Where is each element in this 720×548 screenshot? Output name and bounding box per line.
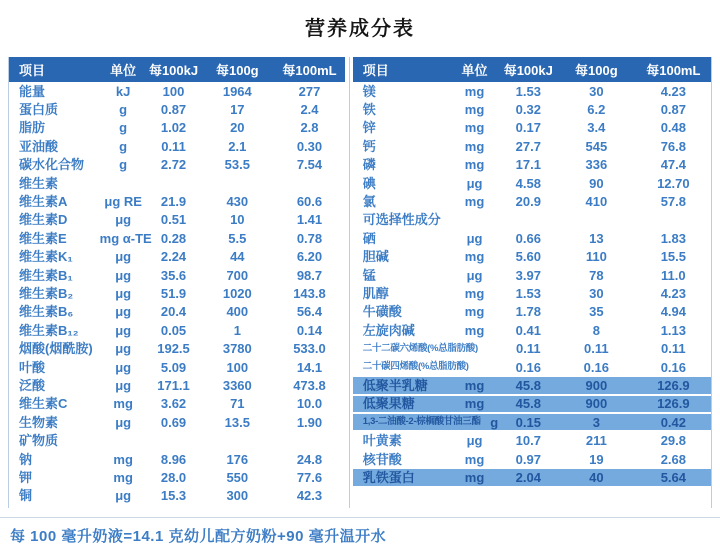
- nutrient-name: 左旋肉碱: [362, 322, 415, 338]
- nutrient-value: 10.0: [296, 396, 323, 412]
- table-row: [353, 413, 711, 431]
- nutrient-name: 维生素: [19, 175, 59, 191]
- nutrient-name: 可选择性成分: [362, 212, 441, 228]
- nutrient-value: 400: [226, 304, 249, 320]
- nutrient-value: 7.54: [296, 157, 323, 173]
- nutrient-unit: mg: [464, 396, 485, 412]
- nutrient-value: 12.70: [657, 175, 690, 191]
- table-row: [9, 468, 345, 486]
- nutrient-unit: μg: [466, 175, 483, 191]
- nutrient-value: 6.20: [296, 249, 323, 265]
- nutrient-name: 铜: [19, 488, 33, 504]
- nutrient-value: 0.11: [661, 341, 686, 357]
- nutrient-value: 430: [226, 194, 249, 210]
- nutrient-value: 3.97: [515, 267, 541, 283]
- nutrient-value: 0.41: [515, 322, 541, 338]
- nutrient-value: 1.83: [660, 230, 686, 246]
- nutrient-unit: mg: [464, 451, 485, 467]
- nutrient-value: 126.9: [657, 377, 690, 393]
- nutrient-value: 0.87: [160, 102, 187, 118]
- nutrient-name: 镁: [362, 83, 376, 99]
- nutrient-unit: g: [490, 414, 499, 430]
- nutrient-value: 2.1: [228, 138, 247, 154]
- nutrient-unit: mg: [464, 120, 485, 136]
- nutrient-value: 40: [589, 469, 604, 485]
- table-row: [353, 174, 711, 192]
- nutrient-value: 15.3: [160, 488, 187, 504]
- table-row: [353, 376, 711, 394]
- nutrient-unit: μg: [115, 341, 132, 357]
- preparation-note: 每 100 毫升奶液=14.1 克幼儿配方奶粉+90 毫升温开水: [10, 528, 387, 545]
- nutrition-table-right: [349, 57, 711, 508]
- nutrient-value: 1.41: [296, 212, 323, 228]
- nutrient-value: 0.97: [515, 451, 541, 467]
- nutrient-value: 47.4: [660, 157, 686, 173]
- nutrient-value: 0.87: [660, 102, 686, 118]
- nutrient-value: 71: [230, 396, 245, 412]
- table-row: [9, 248, 345, 266]
- nutrient-value: 126.9: [657, 396, 690, 412]
- nutrient-name: 脂肪: [19, 120, 46, 136]
- column-header: 单位: [461, 63, 488, 78]
- nutrient-value: 533.0: [293, 341, 326, 357]
- column-header: 每100mL: [646, 63, 701, 78]
- nutrient-value: 1.78: [515, 304, 541, 320]
- nutrient-value: 17: [230, 102, 245, 118]
- table-row: [353, 156, 711, 174]
- nutrient-value: 19: [589, 451, 604, 467]
- nutrient-value: 0.16: [660, 359, 686, 375]
- nutrient-value: 0.16: [515, 359, 541, 375]
- nutrient-value: 35.6: [160, 267, 187, 283]
- nutrient-name: 硒: [362, 230, 376, 246]
- column-header: 每100g: [575, 63, 618, 78]
- nutrient-value: 0.48: [660, 120, 686, 136]
- nutrient-name: 维生素B₆: [19, 304, 74, 320]
- nutrient-name: 钠: [19, 451, 33, 467]
- table-row: [353, 431, 711, 449]
- nutrient-value: 410: [585, 194, 608, 210]
- nutrient-unit: mg: [464, 102, 485, 118]
- nutrient-value: 1020: [222, 285, 252, 301]
- nutrient-value: 2.04: [515, 469, 541, 485]
- nutrient-name: 锰: [362, 267, 376, 283]
- nutrient-value: 13: [589, 230, 604, 246]
- table-divider-line: [349, 57, 350, 508]
- nutrient-name: 维生素A: [19, 194, 68, 210]
- nutrient-name: 1,3-二油酸-2-棕榈酸甘油三酯: [362, 416, 481, 428]
- table-row: [353, 468, 711, 486]
- nutrient-name: 氯: [362, 194, 376, 210]
- nutrient-name: 乳铁蛋白: [362, 469, 415, 485]
- nutrient-value: 5.60: [515, 249, 541, 265]
- nutrient-unit: μg: [115, 304, 132, 320]
- nutrient-name: 维生素B₂: [19, 285, 74, 301]
- table-row: [353, 82, 711, 100]
- nutrient-unit: g: [119, 157, 128, 173]
- nutrient-value: 77.6: [296, 469, 323, 485]
- nutrient-value: 17.1: [515, 157, 541, 173]
- table-row: [9, 137, 345, 155]
- table-row: [353, 284, 711, 302]
- column-header: 项目: [362, 63, 389, 78]
- nutrient-value: 53.5: [224, 157, 250, 173]
- table-row: [353, 303, 711, 321]
- column-header: 每100kJ: [503, 63, 553, 78]
- nutrient-value: 60.6: [296, 194, 323, 210]
- column-header: 单位: [110, 63, 137, 78]
- nutrient-value: 0.11: [584, 341, 609, 357]
- nutrition-table-left: [9, 57, 349, 508]
- nutrient-name: 维生素E: [19, 230, 67, 246]
- nutrient-unit: μg: [115, 414, 132, 430]
- nutrient-name: 维生素D: [19, 212, 68, 228]
- nutrient-value: 78: [589, 267, 604, 283]
- nutrient-value: 76.8: [660, 138, 686, 154]
- nutrient-value: 14.1: [296, 359, 323, 375]
- nutrient-value: 100: [226, 359, 249, 375]
- nutrient-value: 100: [162, 83, 185, 99]
- nutrient-value: 27.7: [515, 138, 541, 154]
- nutrient-value: 900: [585, 396, 608, 412]
- nutrient-value: 0.15: [515, 414, 541, 430]
- nutrient-value: 20.4: [160, 304, 187, 320]
- nutrient-unit: mg: [464, 194, 485, 210]
- nutrient-name: 胆碱: [362, 249, 389, 265]
- nutrient-value: 2.8: [300, 120, 319, 136]
- nutrient-name: 二十二碳六烯酸(%总脂肪酸): [362, 342, 478, 354]
- nutrient-unit: mg: [464, 322, 485, 338]
- nutrient-name: 磷: [362, 157, 376, 173]
- nutrient-unit: mg: [113, 396, 133, 412]
- nutrient-value: 211: [585, 433, 607, 449]
- nutrient-value: 98.7: [296, 267, 323, 283]
- nutrient-value: 0.32: [515, 102, 541, 118]
- nutrient-value: 2.24: [160, 249, 187, 265]
- table-row: [9, 82, 345, 100]
- nutrient-value: 171.1: [157, 377, 190, 393]
- nutrient-name: 低聚果糖: [362, 396, 415, 412]
- table-row: [353, 450, 711, 468]
- nutrient-value: 21.9: [160, 194, 187, 210]
- table-row: [9, 413, 345, 431]
- table-row: [353, 192, 711, 210]
- nutrient-value: 51.9: [160, 285, 187, 301]
- nutrient-unit: mg: [464, 304, 485, 320]
- nutrient-name: 烟酸(烟酰胺): [19, 341, 93, 357]
- nutrient-unit: mg: [464, 377, 485, 393]
- nutrient-name: 钾: [19, 469, 33, 485]
- column-header: 每100mL: [282, 63, 337, 78]
- nutrient-value: 56.4: [296, 304, 323, 320]
- table-row: [9, 303, 345, 321]
- tables-container: [8, 57, 712, 508]
- nutrient-value: 6.2: [587, 102, 606, 118]
- nutrient-value: 0.14: [296, 322, 323, 338]
- table-row: [353, 248, 711, 266]
- table-row: [9, 376, 345, 394]
- nutrient-unit: μg: [115, 212, 132, 228]
- nutrient-value: 336: [585, 157, 608, 173]
- nutrient-value: 1.90: [296, 414, 323, 430]
- nutrient-value: 0.69: [160, 414, 187, 430]
- nutrient-value: 3360: [222, 377, 252, 393]
- column-header: 项目: [19, 63, 46, 78]
- nutrient-value: 8.96: [160, 451, 187, 467]
- table-header-row: [9, 57, 345, 82]
- table-row: [9, 284, 345, 302]
- nutrient-value: 45.8: [515, 396, 541, 412]
- nutrient-unit: μg: [115, 285, 132, 301]
- table-row: [353, 229, 711, 247]
- nutrient-value: 0.28: [160, 230, 187, 246]
- nutrient-value: 30: [589, 285, 604, 301]
- nutrient-name: 泛酸: [19, 377, 46, 393]
- nutrient-name: 叶黄素: [362, 433, 402, 449]
- table-row: [9, 395, 345, 413]
- nutrient-value: 28.0: [160, 469, 187, 485]
- nutrient-value: 0.16: [583, 359, 609, 375]
- nutrient-name: 蛋白质: [19, 102, 59, 118]
- column-header: 每100g: [215, 63, 259, 78]
- table-row: [9, 211, 345, 229]
- nutrient-value: 1.53: [515, 285, 541, 301]
- section-header-row: [353, 211, 711, 229]
- nutrient-value: 2.72: [160, 157, 187, 173]
- table-row: [353, 137, 711, 155]
- nutrient-value: 0.11: [161, 138, 186, 154]
- nutrient-value: 192.5: [157, 341, 190, 357]
- nutrient-name: 碳水化合物: [19, 157, 85, 173]
- table-row: [353, 358, 711, 376]
- table-row: [9, 192, 345, 210]
- nutrient-value: 0.11: [515, 341, 541, 357]
- table-header-row: [353, 57, 711, 82]
- nutrient-value: 29.8: [660, 433, 686, 449]
- nutrient-value: 5.5: [228, 230, 247, 246]
- nutrient-name: 维生素C: [19, 396, 68, 412]
- nutrient-name: 能量: [19, 83, 46, 99]
- nutrient-unit: μg: [115, 322, 132, 338]
- nutrient-unit: μg: [466, 267, 483, 283]
- nutrient-value: 277: [298, 83, 321, 99]
- nutrient-value: 700: [226, 267, 249, 283]
- nutrient-unit: g: [119, 120, 128, 136]
- nutrient-value: 110: [585, 249, 607, 265]
- nutrient-unit: μg: [115, 267, 132, 283]
- nutrient-value: 20.9: [515, 194, 541, 210]
- nutrient-value: 0.05: [160, 322, 187, 338]
- nutrient-value: 2.68: [660, 451, 686, 467]
- nutrient-name: 低聚半乳糖: [362, 377, 428, 393]
- nutrient-value: 0.51: [160, 212, 187, 228]
- nutrient-value: 42.3: [296, 488, 323, 504]
- nutrient-unit: mg α-TE: [99, 230, 152, 246]
- nutrient-value: 545: [585, 138, 608, 154]
- table-row: [9, 119, 345, 137]
- nutrient-value: 45.8: [515, 377, 541, 393]
- nutrient-value: 300: [226, 488, 249, 504]
- nutrient-value: 10: [230, 212, 245, 228]
- nutrient-name: 铁: [362, 102, 376, 118]
- nutrient-unit: μg: [466, 230, 483, 246]
- nutrient-value: 3780: [222, 341, 252, 357]
- nutrient-unit: μg RE: [104, 194, 142, 210]
- nutrient-unit: mg: [464, 83, 485, 99]
- nutrient-unit: μg: [115, 359, 132, 375]
- nutrient-name: 二十碳四烯酸(%总脂肪酸): [362, 361, 469, 373]
- nutrient-value: 0.78: [296, 230, 323, 246]
- nutrient-value: 473.8: [293, 377, 326, 393]
- nutrient-value: 3: [592, 414, 600, 430]
- nutrient-value: 10.7: [515, 433, 541, 449]
- table-row: [9, 487, 345, 505]
- nutrient-value: 0.17: [515, 120, 541, 136]
- nutrient-value: 4.94: [660, 304, 686, 320]
- nutrient-value: 5.09: [160, 359, 187, 375]
- nutrient-value: 24.8: [296, 451, 323, 467]
- nutrient-name: 维生素B₁: [19, 267, 73, 283]
- nutrient-unit: g: [119, 138, 128, 154]
- nutrient-name: 核苷酸: [362, 451, 402, 467]
- nutrient-unit: mg: [464, 285, 485, 301]
- section-header-row: [9, 431, 345, 449]
- nutrient-name: 维生素B₁₂: [19, 322, 79, 338]
- nutrient-value: 0.66: [515, 230, 541, 246]
- nutrient-name: 维生素K₁: [19, 249, 73, 265]
- nutrient-name: 牛磺酸: [362, 304, 402, 320]
- nutrient-value: 8: [592, 322, 600, 338]
- table-row: [9, 229, 345, 247]
- nutrient-value: 57.8: [660, 194, 686, 210]
- nutrient-value: 2.4: [300, 102, 319, 118]
- table-row: [353, 266, 711, 284]
- nutrient-unit: mg: [464, 138, 485, 154]
- nutrient-unit: kJ: [115, 83, 131, 99]
- nutrient-unit: μg: [466, 433, 483, 449]
- nutrient-unit: mg: [464, 469, 485, 485]
- nutrient-unit: μg: [115, 488, 132, 504]
- nutrient-name: 肌醇: [362, 285, 389, 301]
- table-row: [9, 156, 345, 174]
- nutrient-value: 1.13: [660, 322, 686, 338]
- nutrient-value: 1: [233, 322, 241, 338]
- nutrient-value: 1964: [222, 83, 252, 99]
- nutrient-name: 叶酸: [19, 359, 46, 375]
- table-row: [353, 119, 711, 137]
- nutrient-value: 550: [226, 469, 249, 485]
- nutrient-name: 亚油酸: [19, 138, 59, 154]
- table-row: [9, 321, 345, 339]
- nutrient-value: 4.23: [660, 83, 686, 99]
- table-row: [9, 450, 345, 468]
- nutrient-value: 44: [230, 249, 245, 265]
- nutrient-value: 5.64: [660, 469, 686, 485]
- nutrient-value: 176: [226, 451, 249, 467]
- table-row: [9, 266, 345, 284]
- nutrient-unit: g: [119, 102, 128, 118]
- table-row: [353, 321, 711, 339]
- nutrient-unit: mg: [464, 249, 485, 265]
- nutrient-unit: mg: [113, 451, 133, 467]
- nutrient-value: 0.30: [296, 138, 323, 154]
- nutrient-name: 矿物质: [19, 433, 59, 449]
- table-row: [353, 339, 711, 357]
- table-row: [353, 100, 711, 118]
- table-row: [9, 339, 345, 357]
- nutrient-value: 3.4: [587, 120, 606, 136]
- nutrient-value: 90: [589, 175, 604, 191]
- nutrient-value: 0.42: [660, 414, 686, 430]
- nutrient-value: 35: [589, 304, 604, 320]
- nutrient-unit: mg: [113, 469, 133, 485]
- nutrient-value: 30: [589, 83, 604, 99]
- nutrient-value: 1.53: [515, 83, 541, 99]
- table-row: [9, 358, 345, 376]
- nutrient-unit: μg: [115, 249, 132, 265]
- nutrient-name: 生物素: [19, 414, 59, 430]
- nutrient-value: 13.5: [224, 414, 250, 430]
- nutrient-name: 碘: [362, 175, 376, 191]
- nutrient-value: 1.02: [160, 120, 187, 136]
- nutrient-unit: mg: [464, 157, 485, 173]
- nutrient-value: 15.5: [660, 249, 686, 265]
- nutrient-value: 143.8: [293, 285, 326, 301]
- nutrient-name: 锌: [362, 120, 376, 136]
- column-header: 每100kJ: [148, 63, 199, 78]
- nutrient-value: 4.23: [660, 285, 686, 301]
- table-row: [353, 395, 711, 413]
- table-row: [9, 100, 345, 118]
- section-header-row: [9, 174, 345, 192]
- nutrient-value: 20: [230, 120, 245, 136]
- nutrient-name: 钙: [362, 138, 376, 154]
- page-title: 营养成分表: [305, 18, 415, 40]
- nutrient-value: 900: [585, 377, 608, 393]
- nutrient-value: 3.62: [160, 396, 187, 412]
- nutrient-value: 11.0: [661, 267, 686, 283]
- nutrient-value: 4.58: [515, 175, 541, 191]
- nutrient-unit: μg: [115, 377, 132, 393]
